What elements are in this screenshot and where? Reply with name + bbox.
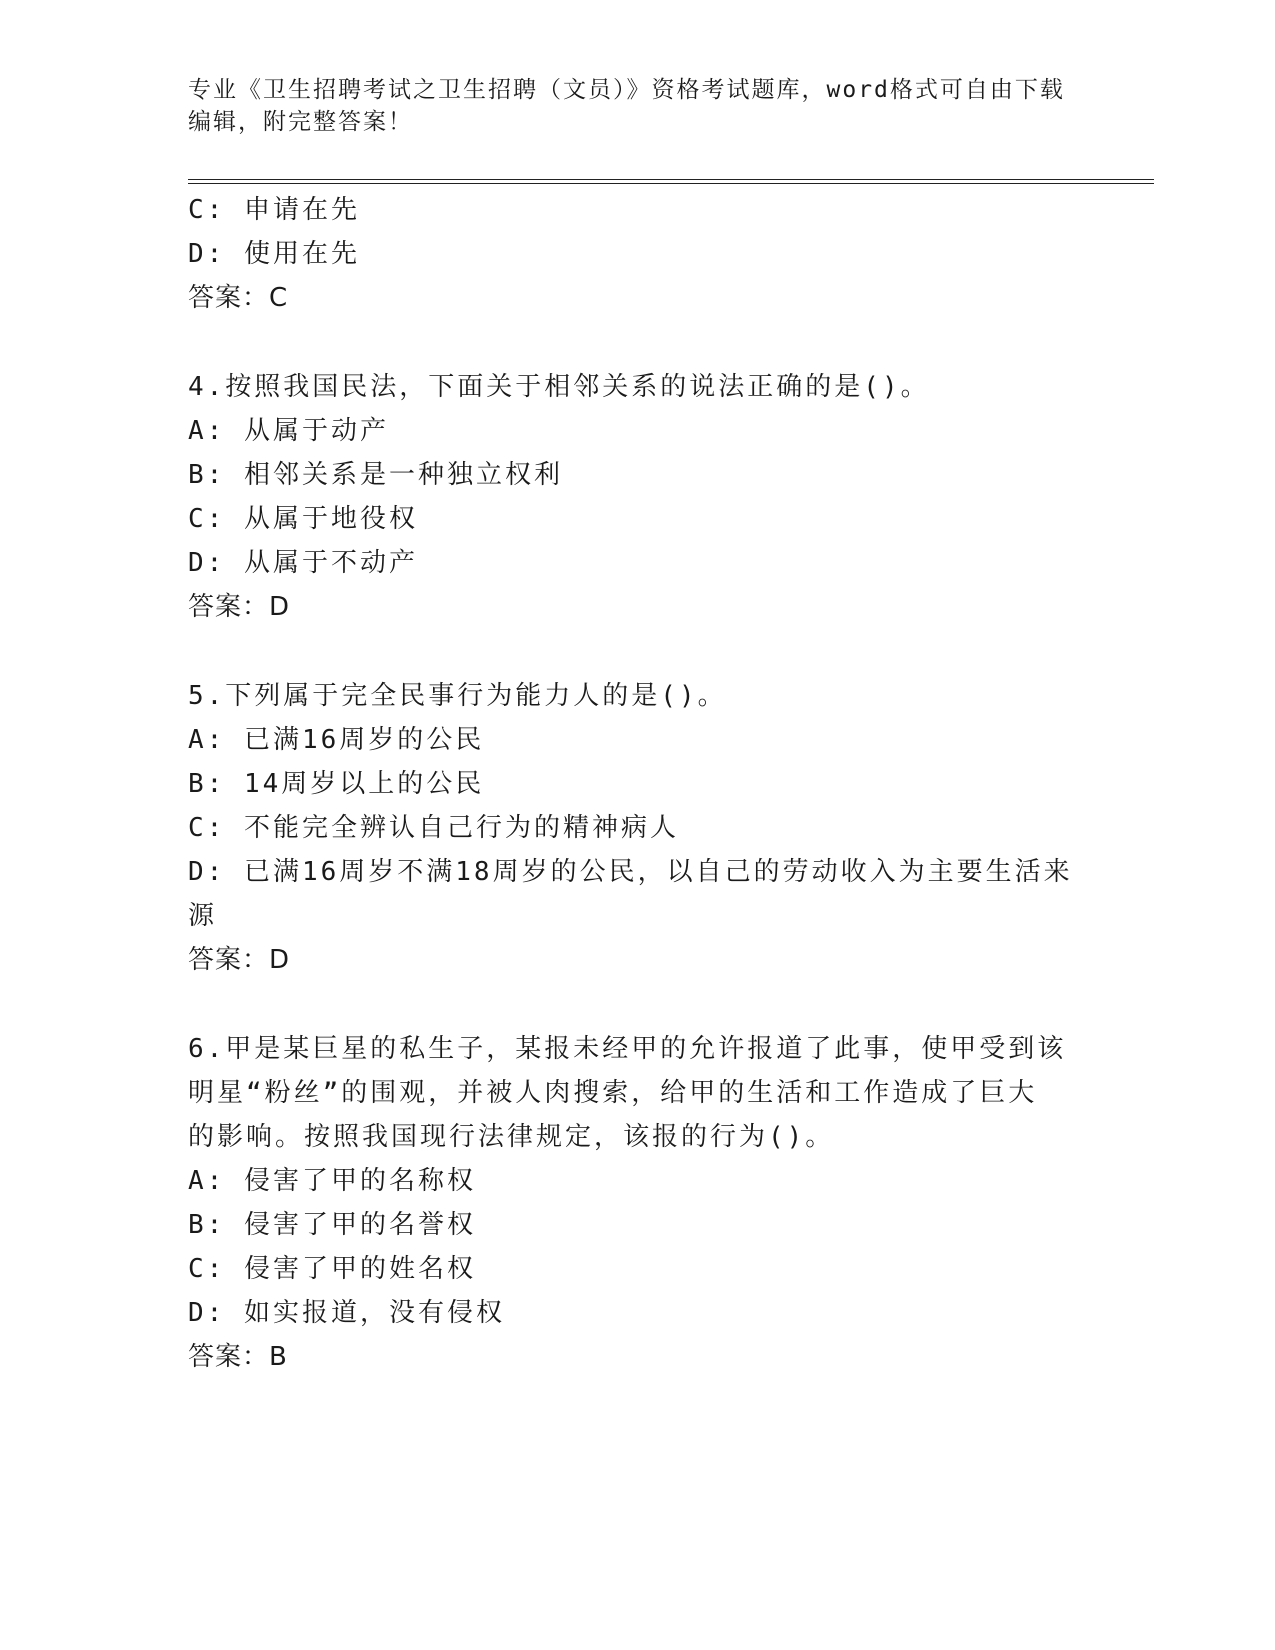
q5-answer: 答案：D (188, 945, 291, 975)
header-divider-bottom (188, 183, 1154, 184)
q3-answer: 答案：C (188, 283, 289, 313)
q4-option-c: C: 从属于地役权 (188, 504, 418, 534)
q4-option-b: B: 相邻关系是一种独立权利 (188, 460, 563, 490)
q6-stem-line-3: 的影响。按照我国现行法律规定，该报的行为()。 (188, 1122, 835, 1152)
q4-answer: 答案：D (188, 592, 291, 622)
header-line-2: 编辑，附完整答案！ (188, 109, 413, 135)
q5-option-d-line-1: D: 已满16周岁不满18周岁的公民，以自己的劳动收入为主要生活来 (188, 857, 1073, 887)
document-header (188, 74, 1088, 138)
q5-option-a: A: 已满16周岁的公民 (188, 725, 485, 755)
q6-option-d: D: 如实报道，没有侵权 (188, 1298, 505, 1328)
q6-option-b: B: 侵害了甲的名誉权 (188, 1210, 476, 1240)
header-line-1: 专业《卫生招聘考试之卫生招聘（文员）》资格考试题库，word格式可自由下载 (188, 77, 1065, 103)
q5-stem: 5.下列属于完全民事行为能力人的是()。 (188, 681, 727, 711)
q6-stem-line-1: 6.甲是某巨星的私生子，某报未经甲的允许报道了此事，使甲受到该 (188, 1034, 1067, 1064)
q6-answer: 答案：B (188, 1342, 288, 1372)
q4-option-a: A: 从属于动产 (188, 416, 389, 446)
q3-option-c: C: 申请在先 (188, 195, 360, 225)
q6-option-c: C: 侵害了甲的姓名权 (188, 1254, 476, 1284)
q6-option-a: A: 侵害了甲的名称权 (188, 1166, 476, 1196)
q5-option-b: B: 14周岁以上的公民 (188, 769, 485, 799)
q5-option-c: C: 不能完全辨认自己行为的精神病人 (188, 813, 679, 843)
q4-stem: 4.按照我国民法，下面关于相邻关系的说法正确的是()。 (188, 372, 930, 402)
header-divider-top (188, 179, 1154, 180)
q6-stem-line-2: 明星“粉丝”的围观，并被人肉搜索，给甲的生活和工作造成了巨大 (188, 1078, 1038, 1108)
q3-option-d: D: 使用在先 (188, 239, 360, 269)
q5-option-d-line-2: 源 (188, 901, 218, 931)
q4-option-d: D: 从属于不动产 (188, 548, 418, 578)
